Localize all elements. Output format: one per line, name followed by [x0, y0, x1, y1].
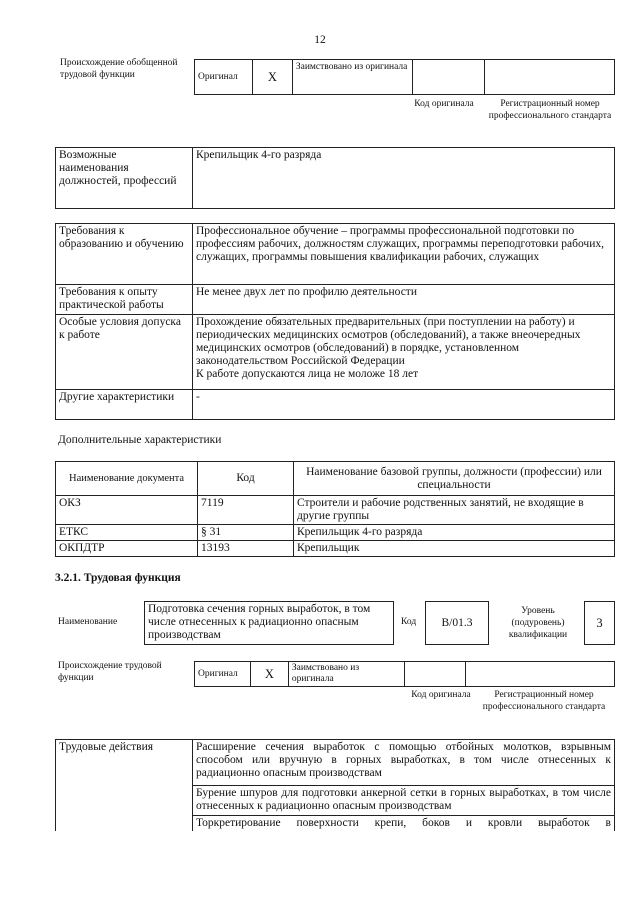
- original-label-2: Оригинал: [195, 662, 251, 687]
- function-name-label: Наименование: [58, 617, 118, 627]
- table-row: [56, 541, 615, 557]
- code-caption-2: Код оригинала: [411, 690, 471, 700]
- conditions-label: Особые условия допуска к работе: [56, 315, 193, 390]
- function-name-box: [144, 601, 394, 645]
- action-item: Бурение шпуров для подготовки анкерной сетки в горных выработках, в том числе отнесенных к радиационно опасным производствам: [193, 786, 615, 816]
- table-row: [56, 496, 615, 525]
- conditions-value: Прохождение обязательных предварительных (при поступлении на работу) и периодических медицинских осмотров (обследований), а также внеочередных медицинских осмотров (обследований) в порядке, установленном законодательством Российской Федерации: [196, 316, 581, 367]
- origin-table: [194, 59, 615, 95]
- row-doc: ОКПДТР: [56, 541, 198, 557]
- row-name: Крепильщик 4-го разряда: [294, 525, 615, 541]
- conditions-cell: [193, 315, 615, 390]
- row-name: Строители и рабочие родственных занятий, не входящие в другие группы: [294, 496, 615, 525]
- action-item: Расширение сечения выработок с помощью отбойных молотков, взрывным способом или вручную в горных выработках, в том числе отнесенных к радиационно опасным производствам: [193, 740, 615, 786]
- education-value: Профессиональное обучение – программы профессиональной подготовки по профессиям рабочих, должностям служащих, программы переподготовки рабочих, служащих, программы повышения квалификации рабочих, служащих: [193, 224, 615, 285]
- table-row: [56, 525, 615, 541]
- function-code-label: Код: [401, 617, 417, 627]
- positions-table: [55, 147, 615, 209]
- function-code-value: B/01.3: [426, 602, 489, 645]
- row-code: § 31: [198, 525, 294, 541]
- level-box: [584, 601, 615, 645]
- function-name-value: Подготовка сечения горных выработок, в том числе отнесенных к радиационно опасным производствам: [145, 602, 394, 645]
- code-caption: Код оригинала: [414, 99, 474, 109]
- origin-label-2: Происхождение трудовой функции: [58, 661, 162, 683]
- row-code: 7119: [198, 496, 294, 525]
- borrowed-label: Заимствовано из оригинала: [292, 60, 412, 95]
- row-doc: ОКЗ: [56, 496, 198, 525]
- origin-label: Происхождение обобщенной трудовой функции: [60, 58, 178, 80]
- actions-label: Трудовые действия: [56, 740, 193, 832]
- row-name: Крепильщик: [294, 541, 615, 557]
- function-code-box: [425, 601, 489, 645]
- header-name: Наименование базовой группы, должности (профессии) или специальности: [294, 462, 615, 496]
- origin-table-2: [194, 661, 615, 687]
- reg-number-cell: [485, 60, 615, 95]
- level-label: Уровень (подуровень) квалификации: [508, 606, 568, 640]
- additional-table: [55, 461, 615, 557]
- positions-value: Крепильщик 4-го разряда: [193, 148, 615, 209]
- original-mark-2: X: [250, 662, 288, 687]
- requirements-table: [55, 223, 615, 420]
- header-code: Код: [198, 462, 294, 496]
- original-code-cell-2: [404, 662, 466, 687]
- original-label: Оригинал: [195, 60, 253, 95]
- borrowed-label-2: Заимствовано из оригинала: [288, 662, 404, 687]
- reg-caption: Регистрационный номер профессионального стандарта: [488, 99, 612, 121]
- page-number: 12: [314, 34, 326, 46]
- reg-caption-2: Регистрационный номер профессионального стандарта: [482, 690, 606, 712]
- row-doc: ЕТКС: [56, 525, 198, 541]
- level-value: 3: [585, 602, 615, 645]
- action-item: Торкретирование поверхности крепи, боков и кровли выработок в: [193, 816, 615, 832]
- other-value: -: [193, 390, 615, 420]
- conditions-age: К работе допускаются лица не моложе 18 лет: [196, 368, 419, 380]
- education-label: Требования к образованию и обучению: [56, 224, 193, 285]
- original-code-cell: [412, 60, 485, 95]
- experience-value: Не менее двух лет по профилю деятельности: [193, 285, 615, 315]
- row-code: 13193: [198, 541, 294, 557]
- experience-label: Требования к опыту практической работы: [56, 285, 193, 315]
- additional-heading: Дополнительные характеристики: [58, 434, 222, 446]
- header-document: Наименование документа: [56, 462, 198, 496]
- other-label: Другие характеристики: [56, 390, 193, 420]
- positions-label: Возможные наименования должностей, профессий: [56, 148, 193, 209]
- function-heading: 3.2.1. Трудовая функция: [55, 572, 181, 584]
- reg-number-cell-2: [466, 662, 615, 687]
- actions-table: [55, 739, 615, 831]
- original-mark: X: [252, 60, 292, 95]
